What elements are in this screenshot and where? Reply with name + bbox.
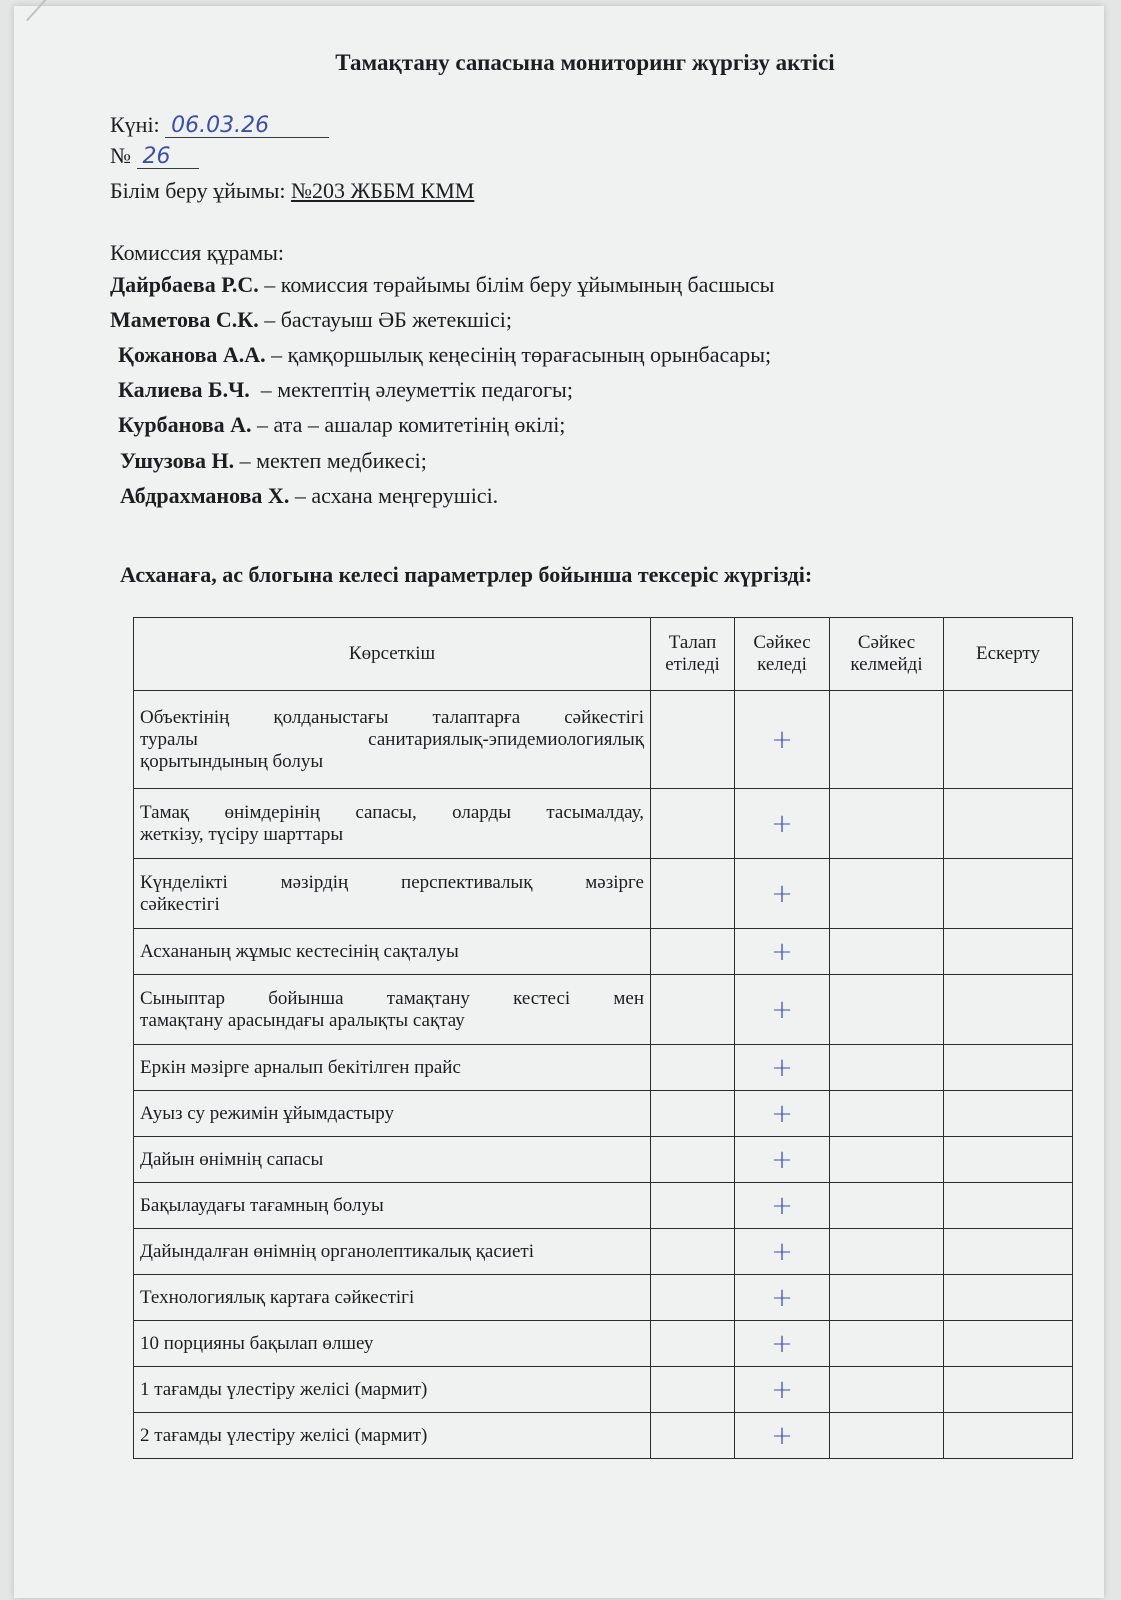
indicator-text-line: Объектінің қолданыстағы талаптарға сәйкестігі: [140, 706, 644, 728]
member-name: Калиева Б.Ч.: [118, 377, 250, 402]
conforms-mark: +: [771, 1328, 793, 1359]
table-row: [134, 1321, 1073, 1367]
note-cell: [944, 1045, 1073, 1091]
header-conforms: Сәйкес келеді: [735, 618, 830, 691]
not-conforms-cell: [830, 1413, 944, 1459]
member-role: – ата – ашалар комитетінің өкілі;: [251, 412, 566, 437]
conforms-mark: +: [771, 1420, 793, 1451]
indicator-cell: [134, 691, 651, 789]
not-conforms-cell: [830, 929, 944, 975]
table-row: [134, 1275, 1073, 1321]
required-cell: [651, 1183, 735, 1229]
table-row: [134, 789, 1073, 859]
table-header-row: [134, 618, 1073, 691]
commission-member: [118, 342, 771, 368]
date-line: [110, 112, 329, 138]
conforms-mark: +: [771, 1098, 793, 1129]
conforms-mark: +: [771, 1144, 793, 1175]
conforms-cell: [735, 929, 830, 975]
member-role: – мектептің әлеуметтік педагогы;: [249, 377, 573, 402]
indicator-text-line: Технологиялық картаға сәйкестігі: [140, 1286, 415, 1308]
not-conforms-cell: [830, 859, 944, 929]
indicator-text-line: Сыныптар бойынша тамақтану кестесі мен: [140, 987, 644, 1009]
required-cell: [651, 1321, 735, 1367]
indicator-text-line: тамақтану арасындағы аралықты сақтау: [140, 1009, 465, 1031]
indicator-cell: [134, 1137, 651, 1183]
document-title: Тамақтану сапасына мониторинг жүргізу актісі: [335, 50, 835, 75]
indicator-text-line: қорытындының болуы: [140, 750, 324, 772]
required-cell: [651, 789, 735, 859]
organization-label: Білім беру ұйымы:: [110, 178, 286, 203]
header-not-conforms: Сәйкес келмейді: [830, 618, 944, 691]
indicator-cell: [134, 1045, 651, 1091]
commission-member: [110, 307, 512, 333]
indicator-text-line: сәйкестігі: [140, 893, 220, 915]
commission-member: [118, 412, 565, 438]
inspection-heading: Асханаға, ас блогына келесі параметрлер бойынша тексеріс жүргізді:: [120, 562, 813, 587]
required-cell: [651, 1367, 735, 1413]
organization-value: №203 ЖББМ КММ: [291, 178, 475, 203]
table-row: [134, 1229, 1073, 1275]
header-required: Талап етіледі: [651, 618, 735, 691]
indicator-text-line: туралы санитариялық-эпидемиологиялық: [140, 728, 644, 750]
indicator-cell: [134, 789, 651, 859]
member-role: – комиссия төрайымы білім беру ұйымының басшысы: [258, 272, 775, 297]
table-row: [134, 691, 1073, 789]
required-cell: [651, 1137, 735, 1183]
commission-member: [118, 377, 573, 403]
indicator-text-line: 10 порцияны бақылап өлшеу: [140, 1332, 374, 1354]
note-cell: [944, 1367, 1073, 1413]
required-cell: [651, 1229, 735, 1275]
not-conforms-cell: [830, 975, 944, 1045]
indicator-text-line: Тамақ өнімдерінің сапасы, оларды тасымалдау,: [140, 801, 644, 823]
indicator-text-line: Асхананың жұмыс кестесінің сақталуы: [140, 940, 459, 962]
conforms-cell: [735, 859, 830, 929]
conforms-cell: [735, 975, 830, 1045]
table-row: [134, 1183, 1073, 1229]
table-row: [134, 975, 1073, 1045]
conforms-cell: [735, 1275, 830, 1321]
indicator-cell: [134, 975, 651, 1045]
indicator-cell: [134, 1229, 651, 1275]
member-name: Абдрахманова Х.: [120, 483, 290, 508]
note-cell: [944, 859, 1073, 929]
indicator-text-line: Дайын өнімнің сапасы: [140, 1148, 324, 1170]
date-value: 06.03.26: [165, 115, 329, 138]
not-conforms-cell: [830, 1229, 944, 1275]
conforms-cell: [735, 1137, 830, 1183]
fold-mark: [26, 0, 58, 21]
member-role: – мектеп медбикесі;: [234, 448, 427, 473]
note-cell: [944, 1183, 1073, 1229]
indicator-text-line: жеткізу, түсіру шарттары: [140, 823, 344, 845]
commission-member: [110, 272, 774, 298]
indicator-cell: [134, 929, 651, 975]
conforms-cell: [735, 1229, 830, 1275]
conforms-mark: +: [771, 808, 793, 839]
conforms-mark: +: [771, 724, 793, 755]
number-value: 26: [137, 146, 199, 169]
member-role: – қамқоршылық кеңесінің төрағасының орынбасары;: [265, 342, 772, 367]
not-conforms-cell: [830, 1137, 944, 1183]
member-name: Қожанова А.А.: [118, 342, 266, 367]
member-role: – асхана меңгерушісі.: [289, 483, 499, 508]
number-line: [110, 143, 199, 169]
commission-member: [120, 483, 498, 509]
indicator-text-line: 1 тағамды үлестіру желісі (мармит): [140, 1378, 428, 1400]
note-cell: [944, 975, 1073, 1045]
header-indicator: Көрсеткіш: [134, 618, 651, 691]
table-row: [134, 929, 1073, 975]
conforms-mark: +: [771, 1052, 793, 1083]
required-cell: [651, 691, 735, 789]
member-name: Дайрбаева Р.С.: [110, 272, 259, 297]
table-row: [134, 859, 1073, 929]
inspection-table: [133, 617, 1073, 1459]
member-name: Ушузова Н.: [120, 448, 235, 473]
organization-line: [110, 178, 474, 204]
indicator-text-line: Бақылаудағы тағамның болуы: [140, 1194, 384, 1216]
conforms-cell: [735, 1321, 830, 1367]
conforms-cell: [735, 1091, 830, 1137]
not-conforms-cell: [830, 1183, 944, 1229]
note-cell: [944, 1321, 1073, 1367]
table-row: [134, 1091, 1073, 1137]
conforms-mark: +: [771, 936, 793, 967]
table-row: [134, 1045, 1073, 1091]
not-conforms-cell: [830, 789, 944, 859]
table-row: [134, 1367, 1073, 1413]
indicator-text-line: Дайындалған өнімнің органолептикалық қасиеті: [140, 1240, 534, 1262]
conforms-mark: +: [771, 878, 793, 909]
note-cell: [944, 1091, 1073, 1137]
note-cell: [944, 1229, 1073, 1275]
conforms-mark: +: [771, 1190, 793, 1221]
required-cell: [651, 975, 735, 1045]
not-conforms-cell: [830, 1367, 944, 1413]
required-cell: [651, 929, 735, 975]
note-cell: [944, 929, 1073, 975]
note-cell: [944, 789, 1073, 859]
commission-member: [120, 448, 427, 474]
not-conforms-cell: [830, 691, 944, 789]
member-name: Маметова С.К.: [110, 307, 259, 332]
conforms-mark: +: [771, 1236, 793, 1267]
indicator-cell: [134, 1183, 651, 1229]
note-cell: [944, 691, 1073, 789]
indicator-text-line: 2 тағамды үлестіру желісі (мармит): [140, 1424, 428, 1446]
indicator-text-line: Еркін мәзірге арналып бекітілген прайс: [140, 1056, 461, 1078]
table-row: [134, 1137, 1073, 1183]
conforms-cell: [735, 789, 830, 859]
number-label: №: [110, 143, 131, 168]
required-cell: [651, 1275, 735, 1321]
indicator-cell: [134, 1091, 651, 1137]
conforms-cell: [735, 1367, 830, 1413]
required-cell: [651, 1091, 735, 1137]
conforms-cell: [735, 1183, 830, 1229]
conforms-mark: +: [771, 994, 793, 1025]
conforms-mark: +: [771, 1282, 793, 1313]
indicator-cell: [134, 1275, 651, 1321]
required-cell: [651, 859, 735, 929]
indicator-cell: [134, 1367, 651, 1413]
note-cell: [944, 1275, 1073, 1321]
commission-heading: Комиссия құрамы:: [110, 240, 285, 265]
conforms-cell: [735, 691, 830, 789]
indicator-cell: [134, 1413, 651, 1459]
not-conforms-cell: [830, 1275, 944, 1321]
note-cell: [944, 1137, 1073, 1183]
required-cell: [651, 1045, 735, 1091]
indicator-text-line: Күнделікті мәзірдің перспективалық мәзірге: [140, 871, 644, 893]
note-cell: [944, 1413, 1073, 1459]
date-label: Күні:: [110, 112, 160, 137]
indicator-text-line: Ауыз су режимін ұйымдастыру: [140, 1102, 394, 1124]
conforms-mark: +: [771, 1374, 793, 1405]
indicator-cell: [134, 1321, 651, 1367]
not-conforms-cell: [830, 1091, 944, 1137]
member-role: – бастауыш ӘБ жетекшісі;: [258, 307, 512, 332]
not-conforms-cell: [830, 1321, 944, 1367]
header-note: Ескерту: [944, 618, 1073, 691]
required-cell: [651, 1413, 735, 1459]
conforms-cell: [735, 1413, 830, 1459]
conforms-cell: [735, 1045, 830, 1091]
not-conforms-cell: [830, 1045, 944, 1091]
table-row: [134, 1413, 1073, 1459]
indicator-cell: [134, 859, 651, 929]
member-name: Курбанова А.: [118, 412, 252, 437]
